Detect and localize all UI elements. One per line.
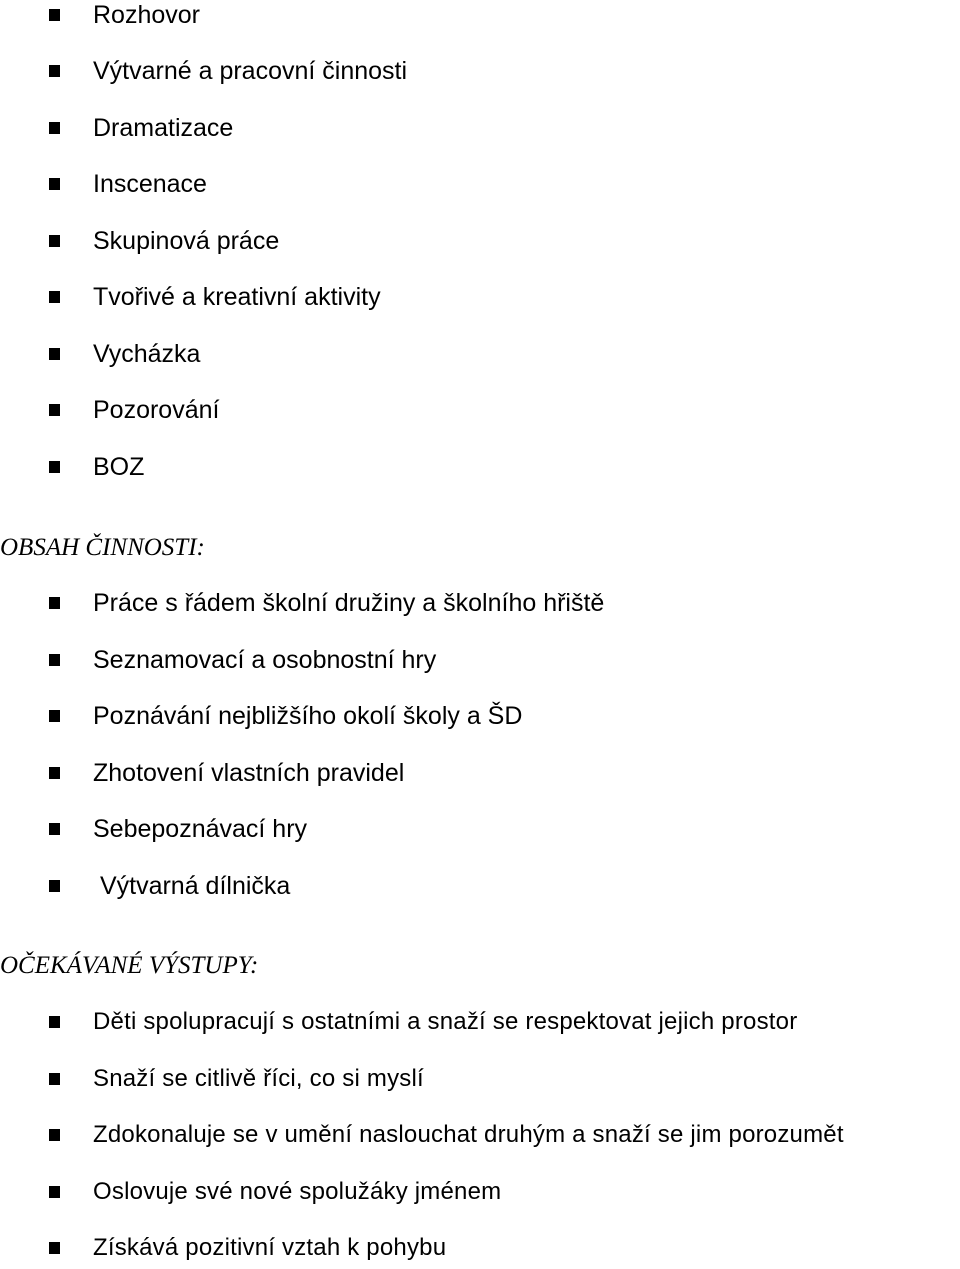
square-bullet-icon <box>49 1242 60 1254</box>
list-item-text: Pozorování <box>93 396 220 424</box>
square-bullet-icon <box>49 178 60 190</box>
list-item-text: Rozhovor <box>93 1 200 29</box>
list-item <box>0 588 960 624</box>
square-bullet-icon <box>49 710 60 722</box>
list-item <box>0 113 960 149</box>
list-item <box>0 169 960 205</box>
list-item <box>0 1064 960 1100</box>
square-bullet-icon <box>49 404 60 416</box>
list-item <box>0 395 960 431</box>
list-item <box>0 56 960 92</box>
list-item <box>0 226 960 262</box>
list-item <box>0 339 960 375</box>
list-item <box>0 701 960 737</box>
list-item <box>0 0 960 36</box>
square-bullet-icon <box>49 880 60 892</box>
list-item-text: Poznávání nejbližšího okolí školy a ŠD <box>93 702 523 730</box>
square-bullet-icon <box>49 823 60 835</box>
list-item-text: Děti spolupracují s ostatními a snaží se respektovat jejich prostor <box>93 1008 798 1035</box>
square-bullet-icon <box>49 1073 60 1085</box>
list-item-text: Tvořivé a kreativní aktivity <box>93 283 381 311</box>
square-bullet-icon <box>49 65 60 77</box>
list-item-text: Dramatizace <box>93 114 234 142</box>
square-bullet-icon <box>49 767 60 779</box>
square-bullet-icon <box>49 9 60 21</box>
list-item-text: Snaží se citlivě říci, co si myslí <box>93 1065 424 1092</box>
list-item-text: BOZ <box>93 453 145 481</box>
list-item <box>0 871 960 907</box>
list-item <box>0 452 960 488</box>
square-bullet-icon <box>49 597 60 609</box>
list-item-text: Zhotovení vlastních pravidel <box>93 759 405 787</box>
section-heading-outcomes: OČEKÁVANÉ VÝSTUPY: <box>0 952 259 979</box>
list-item-text: Práce s řádem školní družiny a školního hřiště <box>93 589 605 617</box>
list-item <box>0 758 960 794</box>
list-item-text: Výtvarné a pracovní činnosti <box>93 57 408 85</box>
list-item-text: Zdokonaluje se v umění naslouchat druhým a snaží se jim porozumět <box>93 1121 844 1148</box>
square-bullet-icon <box>49 122 60 134</box>
square-bullet-icon <box>49 1186 60 1198</box>
list-item-text: Výtvarná dílnička <box>93 872 291 900</box>
list-item-text: Oslovuje své nové spolužáky jménem <box>93 1178 502 1205</box>
list-item <box>0 1007 960 1043</box>
square-bullet-icon <box>49 235 60 247</box>
list-item <box>0 1177 960 1213</box>
list-item-text: Inscenace <box>93 170 207 198</box>
square-bullet-icon <box>49 461 60 473</box>
list-item <box>0 645 960 681</box>
square-bullet-icon <box>49 1129 60 1141</box>
list-item <box>0 282 960 318</box>
square-bullet-icon <box>49 1016 60 1028</box>
list-item <box>0 814 960 850</box>
square-bullet-icon <box>49 348 60 360</box>
section-heading-content: OBSAH ČINNOSTI: <box>0 534 205 561</box>
list-item <box>0 1233 960 1269</box>
list-item <box>0 1120 960 1156</box>
list-item-text: Získává pozitivní vztah k pohybu <box>93 1234 447 1261</box>
list-item-text: Vycházka <box>93 340 201 368</box>
list-item-text: Seznamovací a osobnostní hry <box>93 646 437 674</box>
list-item-text: Sebepoznávací hry <box>93 815 308 843</box>
list-item-text: Skupinová práce <box>93 227 280 255</box>
square-bullet-icon <box>49 291 60 303</box>
square-bullet-icon <box>49 654 60 666</box>
